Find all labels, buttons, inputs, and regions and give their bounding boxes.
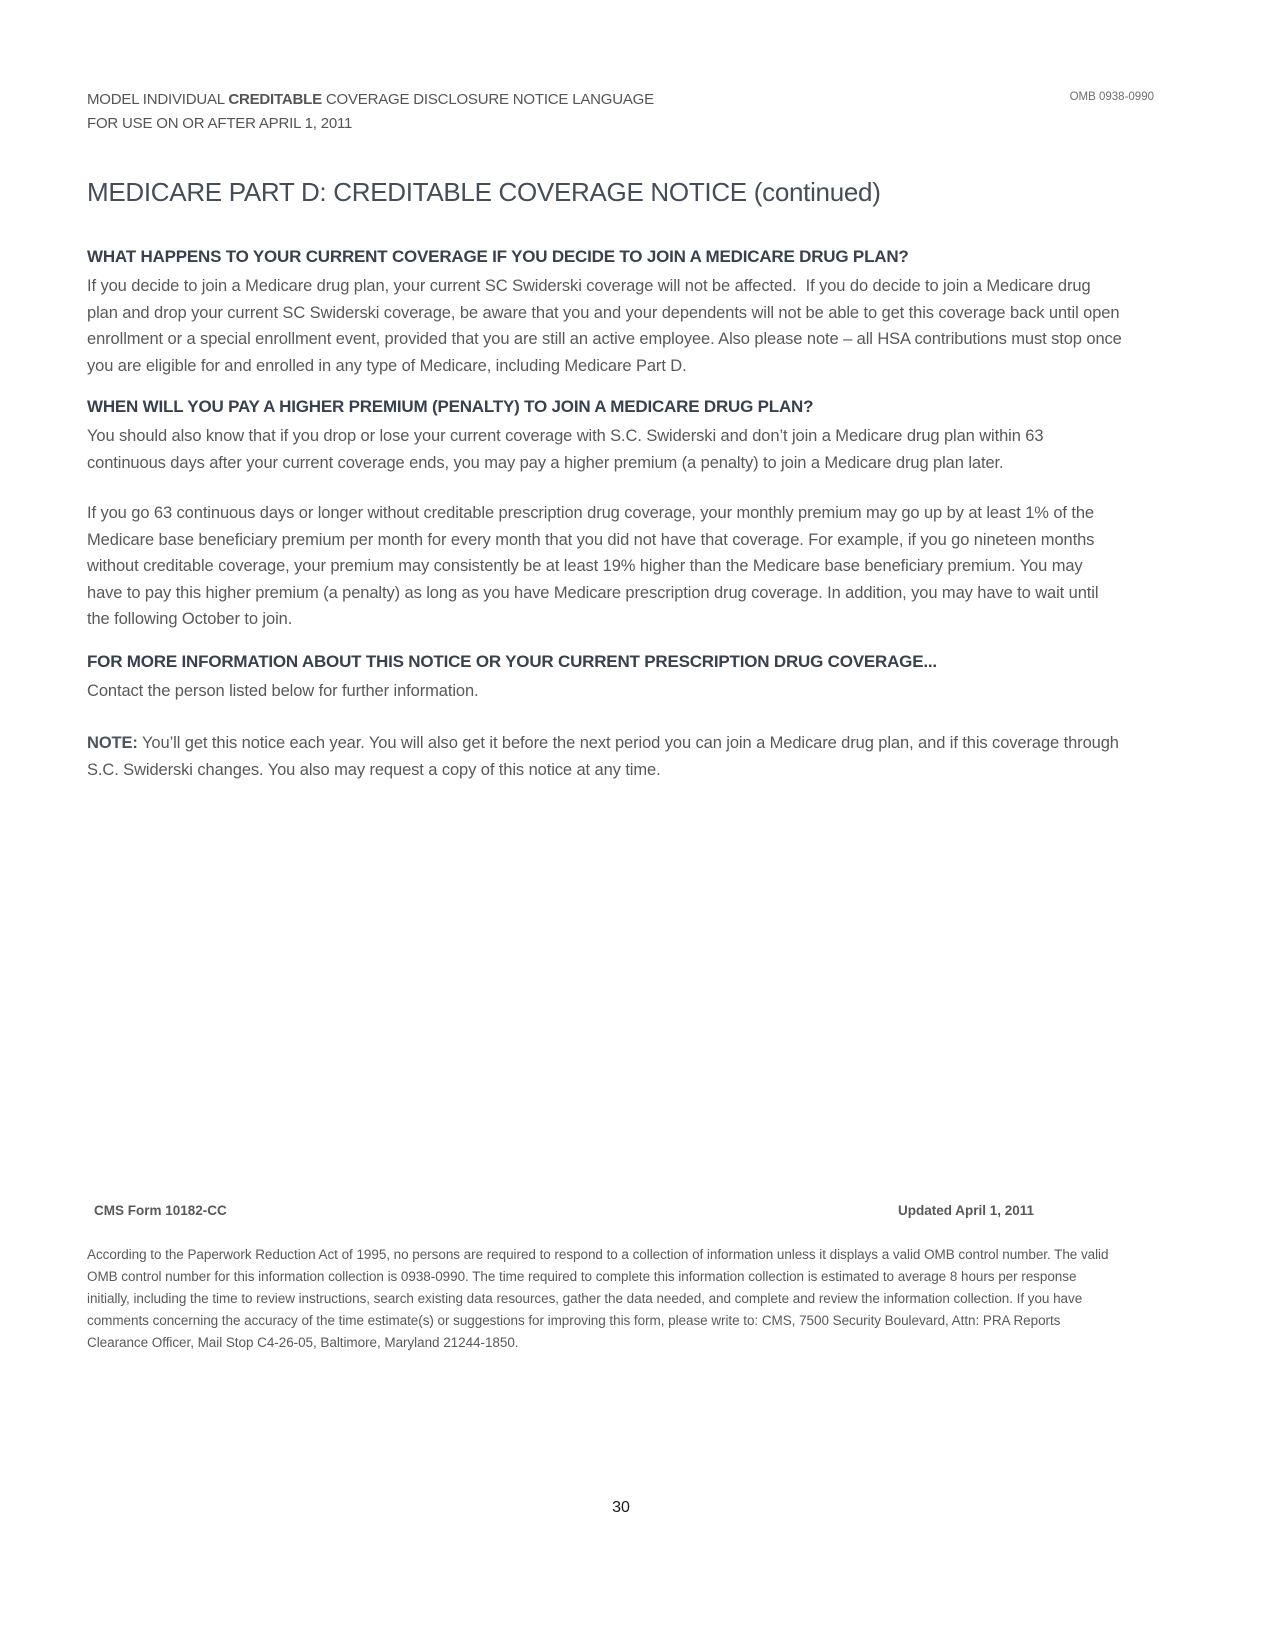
form-footer-row [87, 1201, 1122, 1221]
document-header [87, 88, 1154, 136]
section-heading-more-information: FOR MORE INFORMATION ABOUT THIS NOTICE OR YOUR CURRENT PRESCRIPTION DRUG COVERAGE... [87, 651, 937, 671]
form-number: CMS Form 10182-CC [94, 1203, 227, 1218]
note-paragraph [87, 730, 1122, 783]
paperwork-reduction-act-notice: According to the Paperwork Reduction Act of 1995, no persons are required to respond to a collection of information unless it displays a valid OMB control number. The valid OMB control number for this information collection is 0938-0990. The time required to complete this information collection is estimated to average 8 hours per response initially, including the time to review instructions, search existing data resources, gather the data needed, and complete and review the information collection. If you have comments concerning the accuracy of the time estimate(s) or suggestions for improving this form, please write to: CMS, 7500 Security Boulevard, Attn: PRA Reports Clearance Officer, Mail Stop C4-26-05, Baltimore, Maryland 21244-1850. [87, 1247, 1109, 1350]
paragraph-penalty-intro: You should also know that if you drop or lose your current coverage with S.C. Swiderski and don’t join a Medicare drug plan within 63 continuous days after your current coverage ends, you may pay a higher premium (a penalty) to join a Medicare drug plan later. [87, 427, 1048, 472]
section-higher-premium [87, 394, 1122, 633]
page-title: MEDICARE PART D: CREDITABLE COVERAGE NOTICE (continued) [87, 177, 881, 207]
section-heading-current-coverage: WHAT HAPPENS TO YOUR CURRENT COVERAGE IF YOU DECIDE TO JOIN A MEDICARE DRUG PLAN? [87, 247, 909, 266]
header-line-1-suffix: COVERAGE DISCLOSURE NOTICE LANGUAGE [321, 91, 654, 108]
section-current-coverage [87, 244, 1127, 379]
header-text-block [87, 88, 654, 136]
paragraph-contact: Contact the person listed below for further information. [87, 681, 479, 700]
section-more-information [87, 649, 1122, 705]
header-line-1-prefix: MODEL INDIVIDUAL [87, 91, 229, 108]
header-line-2: FOR USE ON OR AFTER APRIL 1, 2011 [87, 115, 353, 132]
paragraph-current-coverage: If you decide to join a Medicare drug plan, your current SC Swiderski coverage will not be affected. If you do decide to join a Medicare drug plan and drop your current SC Swiderski coverage, be aware that you and your dependents will not be able to get this coverage back until open enrollment or a special enrollment event, provided that you are still an active employee. Also please note – all HSA contributions must stop once you are eligible for and enrolled in any type of Medicare, including Medicare Part D. [87, 277, 1127, 375]
updated-date: Updated April 1, 2011 [898, 1203, 1035, 1218]
omb-control-number: OMB 0938-0990 [1069, 91, 1154, 103]
note-label: NOTE: [87, 734, 138, 752]
section-heading-higher-premium: WHEN WILL YOU PAY A HIGHER PREMIUM (PENALTY) TO JOIN A MEDICARE DRUG PLAN? [87, 397, 814, 416]
paragraph-penalty-detail: If you go 63 continuous days or longer without creditable prescription drug coverage, your monthly premium may go up by at least 1% of the Medicare base beneficiary premium per month for every month that you did not have that coverage. For example, if you go nineteen months without creditable coverage, your premium may consistently be at least 19% higher than the Medicare base beneficiary premium. You may have to pay this higher premium (a penalty) as long as you have Medicare prescription drug coverage. In addition, you may have to wait until the following October to join. [87, 504, 1103, 628]
note-text: You’ll get this notice each year. You will also get it before the next period you can join a Medicare drug plan, and if this coverage through S.C. Swiderski changes. You also may request a copy of this notice at any time. [87, 734, 1124, 779]
page-number: 30 [612, 1499, 630, 1516]
header-line-1 [87, 88, 654, 112]
header-line-1-bold: CREDITABLE [228, 91, 322, 108]
